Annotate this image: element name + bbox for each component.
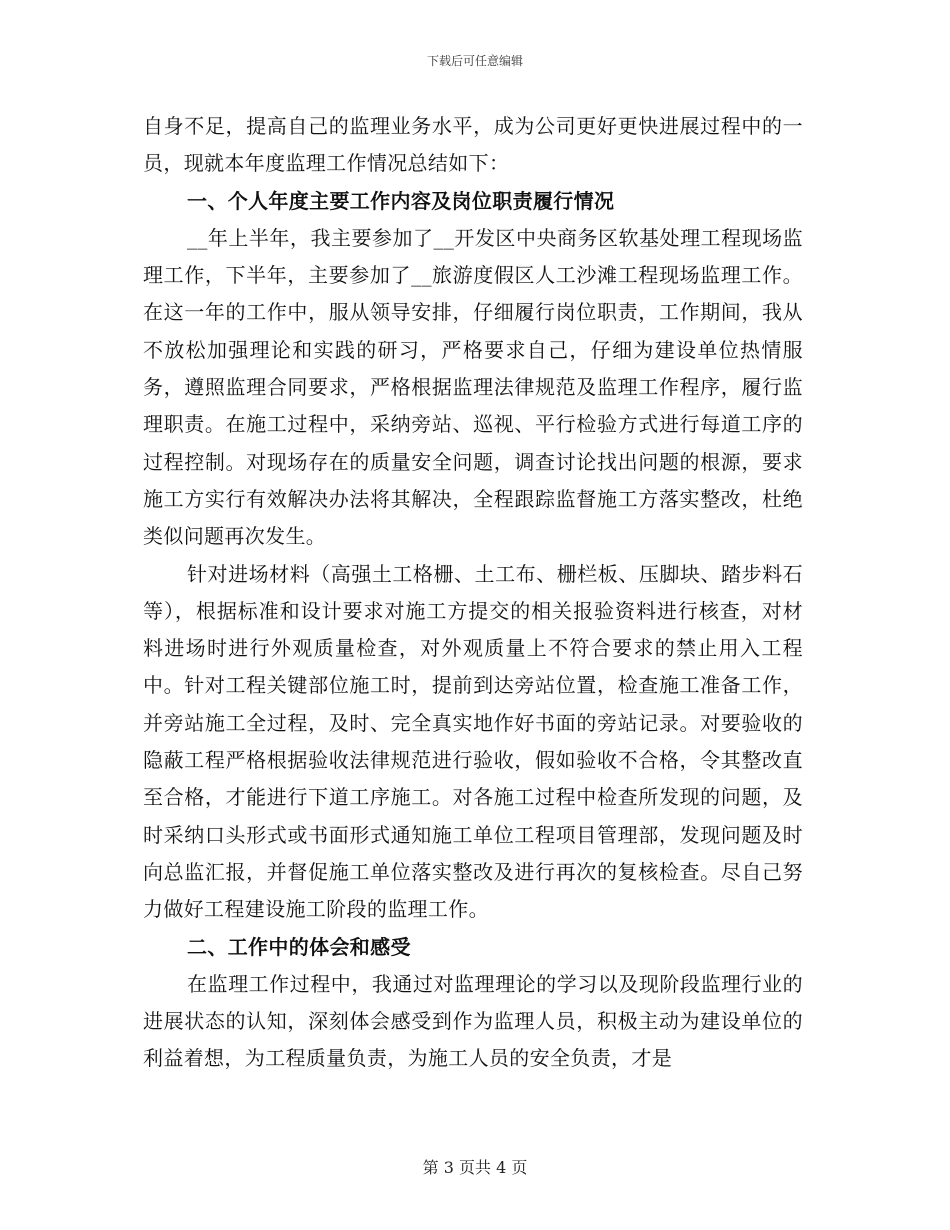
section-heading-1: 一、个人年度主要工作内容及岗位职责履行情况 (187, 188, 615, 213)
paragraph-work-summary: __年上半年，我主要参加了__开发区中央商务区软基处理工程现场监理工作，下半年，主要参加了__旅游度假区人工沙滩工程现场监理工作。在这一年的工作中，服从领导安排，仔细履行岗位职责，工作期间，我从不放松加强理论和实践的研习，严格要求自己，仔细为建设单位热情服务，遵照监理合同要求，严格根据监理法律规范及监理工作程序，履行监理职责。在施工过程中，采纳旁站、巡视、平行检验方式进行每道工序的过程控制。对现场存在的质量安全问题，调查讨论找出问题的根源，要求施工方实行有效解决办法将其解决，全程跟踪监督施工方落实整改，杜绝类似问题再次发生。 (143, 225, 803, 549)
paragraph-experience: 在监理工作过程中，我通过对监理理论的学习以及现阶段监理行业的进展状态的认知，深刻体会感受到作为监理人员，积极主动为建设单位的利益着想，为工程质量负责，为施工人员的安全负责，才是 (143, 971, 803, 1071)
document-body (143, 108, 803, 1078)
page-number-footer: 第 3 页共 4 页 (422, 1158, 528, 1177)
page-header-note: 下载后可任意编辑 (426, 54, 523, 68)
paragraph-materials-inspection: 针对进场材料（高强土工格栅、土工布、栅栏板、压脚块、踏步料石等），根据标准和设计要求对施工方提交的相关报验资料进行核查，对材料进场时进行外观质量检查，对外观质量上不符合要求的禁止用入工程中。针对工程关键部位施工时，提前到达旁站位置，检查施工准备工作，并旁站施工全过程，及时、完全真实地作好书面的旁站记录。对要验收的隐蔽工程严格根据验收法律规范进行验收，假如验收不合格，令其整改直至合格，才能进行下道工序施工。对各施工过程中检查所发现的问题，及时采纳口头形式或书面形式通知施工单位工程项目管理部，发现问题及时向总监汇报，并督促施工单位落实整改及进行再次的复核检查。尽自己努力做好工程建设施工阶段的监理工作。 (143, 561, 803, 922)
paragraph-continuation: 自身不足，提高自己的监理业务水平，成为公司更好更快进展过程中的一员，现就本年度监理工作情况总结如下： (143, 114, 803, 176)
section-heading-2: 二、工作中的体会和感受 (187, 934, 411, 959)
